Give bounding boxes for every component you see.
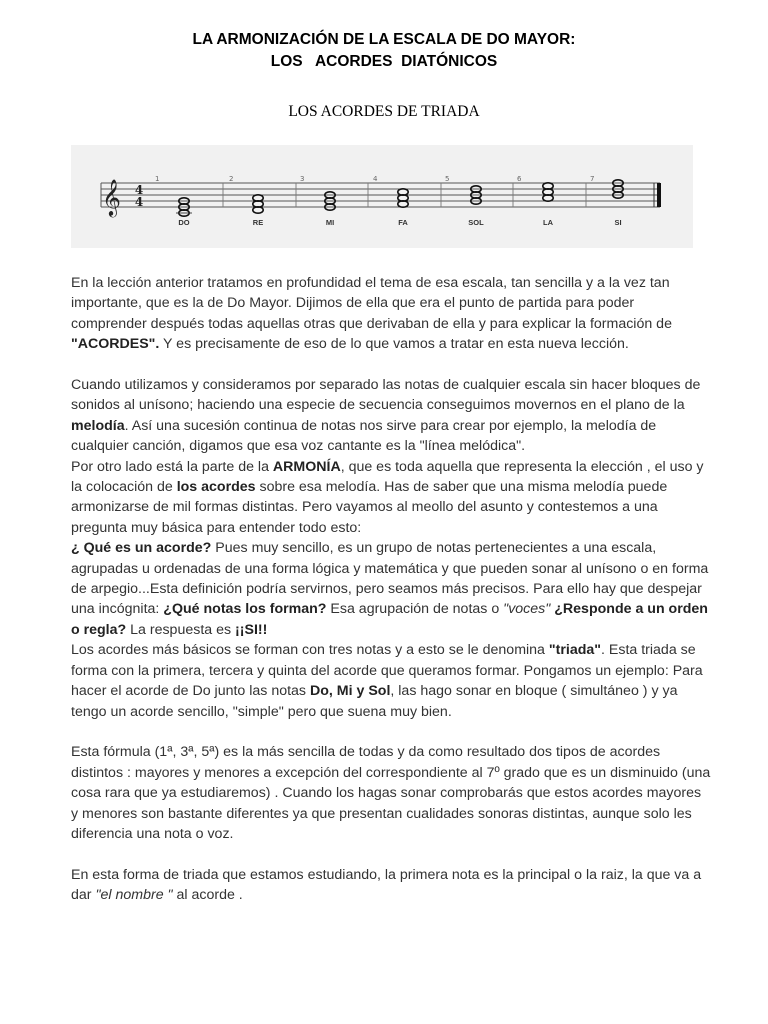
paragraph-text: Esa agrupación de notas o [326,601,504,618]
chord-notes [176,180,623,216]
document-title-line-2: LOS ACORDES DIATÓNICOS [270,53,498,70]
paragraph-text: Y es precisamente de eso de lo que vamos a tratar en esta nueva lección. [159,336,629,353]
paragraph-triada [71,640,711,722]
italic-voces: "voces" [503,601,551,618]
emphasis-triada: "triada" [548,642,601,659]
paragraph-gap [71,844,711,864]
chord-name-label: SI [614,218,622,227]
italic-el-nombre: "el nombre " [95,887,173,904]
treble-clef-icon: 𝄞 [102,178,121,216]
chord-name-label: SOL [468,218,484,227]
time-signature-bottom: 4 [134,195,144,209]
chord-names [178,218,621,227]
paragraph-raiz [71,865,711,906]
paragraph-text: . Esta triada se forma con la primera, tercera y quinta del acorde que queramos formar. Pongamos un ejemplo: Para hacer el acorde de Do junto las notas [71,642,703,700]
paragraph-text: Esta fórmula (1ª, 3ª, 5ª) es la más sencilla de todas y da como resultado dos tipos de acordes distintos : mayores y menores a excepción del correspondiente al 7º grado que es un disminuido (una cosa rara que ya estudiaremos) . Cuando los hagas sonar comprobarás que estos acordes mayores y menores son bastante diferentes ya que presentan cualidades sonoras distintas, aunque solo les diferencia una nota o voz. [71,744,711,842]
paragraph-armonia [71,457,711,539]
emphasis-question-notas: ¿Qué notas los forman? [163,601,327,618]
chord-name-label: FA [398,218,408,227]
paragraph-text: En la lección anterior tratamos en profundidad el tema de esa escala, tan sencilla y a la vez tan importante, que es la de Do Mayor. Dijimos de ella que era el punto de partida para poder comprender después todas aquellas otras que derivaban de ella y para explicar la formación de [71,275,672,332]
degree-number: 1 [155,175,160,183]
section-subtitle: LOS ACORDES DE TRIADA [288,103,480,120]
paragraph-text: Por otro lado está la parte de la [71,458,273,475]
emphasis-melodia: melodía [71,417,125,434]
degree-numbers [155,175,594,183]
final-barline-thick [657,183,661,207]
paragraph-text: sobre esa melodía. Has de saber que una misma melodía puede armonizarse de mil formas distintas. Pero vayamos al meollo del asunto y contestemos a una pregunta muy básica para entender todo esto: [71,479,668,536]
paragraph-text: al acorde . [172,887,243,904]
degree-number: 6 [517,175,522,183]
paragraph-que-es-acorde [71,538,711,640]
paragraph-text: , las hago sonar en bloque ( simultáneo ) y ya tengo un acorde sencillo, "simple" pero que suena muy bien. [71,683,678,720]
paragraph-melodia [71,375,711,457]
music-staff-svg [71,145,693,248]
chord-name-label: RE [252,218,264,227]
degree-number: 7 [590,175,595,183]
paragraph-intro [71,273,711,355]
paragraph-text: Cuando utilizamos y consideramos por separado las notas de cualquier escala sin hacer bloques de sonidos al unísono; haciendo una especie de secuencia conseguimos movernos en el plano de la [71,377,701,414]
emphasis-do-mi-sol: Do, Mi y Sol [309,683,391,700]
chord-name-label: MI [325,218,335,227]
paragraph-text: Pues muy sencillo, es un grupo de notas pertenecientes a una escala, agrupadas u ordenadas de una forma lógica y matemática y que pueden sonar al unísono o en forma de arpegio...Esta definición podría servirnos, pero seamos más precisos. Para ello hay que despejar una incógnita: [71,540,709,618]
degree-number: 5 [445,175,450,183]
emphasis-question-acorde: ¿ Qué es un acorde? [71,540,212,557]
time-signature-top: 4 [134,183,144,197]
triad-chord [398,189,408,207]
triad-chord [543,183,553,201]
paragraph-gap [71,722,711,742]
paragraph-text: . Así una sucesión continua de notas nos sirve para crear por ejemplo, la melodía de cualquier canción, digamos que esa voz cantante es la "línea melódica". [71,417,657,455]
paragraph-text: Los acordes más básicos se forman con tres notas y a esto se le denomina [71,642,549,659]
degree-number: 4 [373,175,378,183]
music-staff-figure [71,145,693,248]
lesson-body [71,273,711,906]
paragraph-gap [71,355,711,375]
document-title-line-1: LA ARMONIZACIÓN DE LA ESCALA DE DO MAYOR: [192,31,576,48]
paragraph-text: , que es toda aquella que representa la elección , el uso y la colocación de [71,458,704,496]
emphasis-question-orden: ¿Responde a un orden o regla? [71,601,708,638]
emphasis-acordes: "ACORDES". [71,336,160,353]
emphasis-si: ¡¡SI!! [235,621,268,638]
degree-number: 3 [300,175,305,183]
emphasis-los-acordes: los acordes [176,479,256,496]
paragraph-formula [71,742,711,844]
chord-name-label: LA [543,218,553,227]
degree-number: 2 [229,175,234,183]
paragraph-text: La respuesta es [126,621,236,638]
chord-name-label: DO [178,218,190,227]
paragraph-text: En esta forma de triada que estamos estudiando, la primera nota es la principal o la raiz, la que va a dar [71,866,702,904]
emphasis-armonia: ARMONÍA [272,458,341,475]
triad-chord [253,195,263,213]
